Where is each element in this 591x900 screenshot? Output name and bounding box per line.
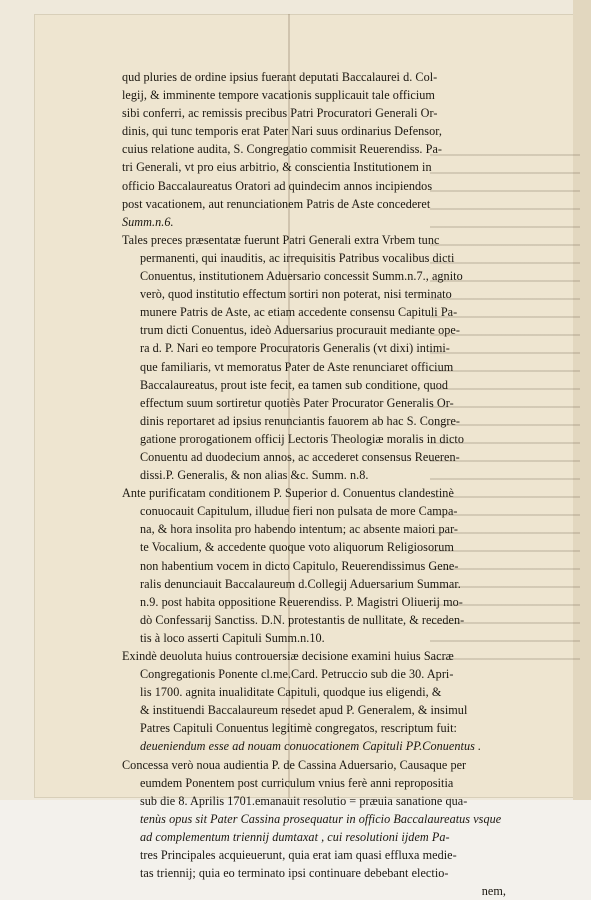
text-line: Congregationis Ponente cl.me.Card. Petruccio sub die 30. Apri- (140, 667, 454, 682)
text-line: Concessa verò noua audientia P. de Cassina Aduersario, Causaque per (122, 757, 467, 772)
text-line: trum dicti Conuentus, ideò Aduersarius procurauit mediante ope- (140, 323, 460, 338)
paragraph-4 (122, 647, 510, 756)
text-line: Baccalaureatus, prout iste fecit, ea tamen sub conditione, quod (140, 377, 449, 392)
text-line: conuocauit Capitulum, illudue fieri non pulsata de more Campa- (140, 504, 458, 519)
text-line: dinis, qui tunc temporis erat Pater Nari suus ordinarius Defensor, (122, 124, 442, 139)
text-line: tenùs opus sit Pater Cassina prosequatur in officio Baccalaureatus vsque (140, 811, 502, 826)
text-line: sibi conferri, ac remissis precibus Patri Procuratori Generali Or- (122, 106, 438, 121)
text-line: dissi.P. Generalis, & non alias &c. Summ. n.8. (140, 468, 369, 483)
text-line: qud pluries de ordine ipsius fuerant deputati Baccalaurei d. Col- (122, 70, 438, 84)
text-line: non habentium vocem in dicto Capitulo, Reuerendissimus Gene- (140, 558, 459, 573)
text-line: gatione prorogationem officij Lectoris Theologiæ moralis in dicto (140, 431, 465, 446)
text-line: legij, & imminente tempore vacationis supplicauit tale officium (122, 88, 435, 103)
text-line: munere Patris de Aste, ac etiam accedente consensu Capituli Pa- (140, 305, 458, 320)
paragraph-5 (122, 756, 510, 900)
document-text (122, 68, 510, 900)
text-line: tis à loco asserti Capituli Summ.n.10. (140, 630, 325, 645)
text-line: verò, quod institutio effectum sortiri non poterat, nisi terminato (140, 287, 452, 302)
text-line: Patres Capituli Conuentus legitimè congregatos, rescriptum fuit: (140, 721, 457, 736)
paragraph-2 (122, 231, 510, 484)
text-line: dinis reportaret ad ipsius renunciantis fauorem ab hac S. Congre- (140, 413, 461, 428)
text-line: Tales preces præsentatæ fuerunt Patri Generali extra Vrbem tunc (122, 232, 440, 247)
text-line: officio Baccalaureatus Oratori ad quindecim annos incipiendos (122, 178, 433, 193)
text-line: tres Principales acquieuerunt, quia erat iam quasi effluxa medie- (140, 848, 457, 863)
text-line: & instituendi Baccalaureum resedet apud P. Generalem, & insimul (140, 703, 468, 718)
text-line: permanenti, qui inauditis, ac irrequisitis Patribus vocalibus dicti (140, 250, 455, 265)
text-line: post vacationem, aut renunciationem Patris de Aste concederet (122, 196, 431, 211)
paragraph-3 (122, 484, 510, 647)
text-line: lis 1700. agnita inualiditate Capituli, quodque ius eligendi, & (140, 685, 442, 700)
text-line: ad complementum triennij dumtaxat , cui resolutioni ijdem Pa- (140, 829, 450, 844)
paragraph-1 (122, 68, 510, 231)
text-line: Conuentus, institutionem Aduersario concessit Summ.n.7., agnito (140, 269, 463, 284)
text-line: ra d. P. Nari eo tempore Procuratoris Generalis (vt dixi) intimi- (140, 341, 450, 356)
text-line: nem, (481, 884, 506, 899)
text-line: ralis denunciauit Baccalaureum d.Collegij Aduersarium Summar. (140, 576, 461, 591)
text-line: que familiaris, vt memoratus Pater de Aste renunciaret officium (140, 359, 454, 374)
text-line: tas triennij; quia eo terminato ipsi continuare debebant electio- (140, 866, 449, 881)
text-line: deueniendum esse ad nouam conuocationem Capituli PP.Conuentus . (140, 739, 482, 754)
text-line: Summ.n.6. (122, 214, 174, 229)
text-line: te Vocalium, & accedente quoque voto aliquorum Religiosorum (140, 540, 454, 555)
text-line: effectum suum sortiretur quotiès Pater Procurator Generalis Or- (140, 395, 454, 410)
text-line: na, & hora insolita pro habendo intentum; ac absente maiori par- (140, 522, 459, 537)
text-line: n.9. post habita oppositione Reuerendiss. P. Magistri Oliuerij mo- (140, 594, 463, 609)
text-line: Conuentu ad duodecium annos, ac accederet consensus Reueren- (140, 449, 460, 464)
text-line: Ante purificatam conditionem P. Superior d. Conuentus clandestinè (122, 486, 454, 501)
text-line: tri Generali, vt pro eius arbitrio, & conscientia Institutionem in (122, 160, 432, 175)
text-line: cuius relatione audita, S. Congregatio commisit Reuerendiss. Pa- (122, 142, 443, 157)
text-line: sub die 8. Aprilis 1701.emanauit resolutio = præuia sanatione qua- (140, 793, 468, 808)
text-line: dò Confessarij Sanctiss. D.N. protestantis de nullitate, & receden- (140, 612, 465, 627)
text-line: Exindè deuoluta huius controuersiæ decisione examini huius Sacræ (122, 649, 454, 663)
text-line: eumdem Ponentem post curriculum vnius ferè anni repropositia (140, 775, 454, 790)
